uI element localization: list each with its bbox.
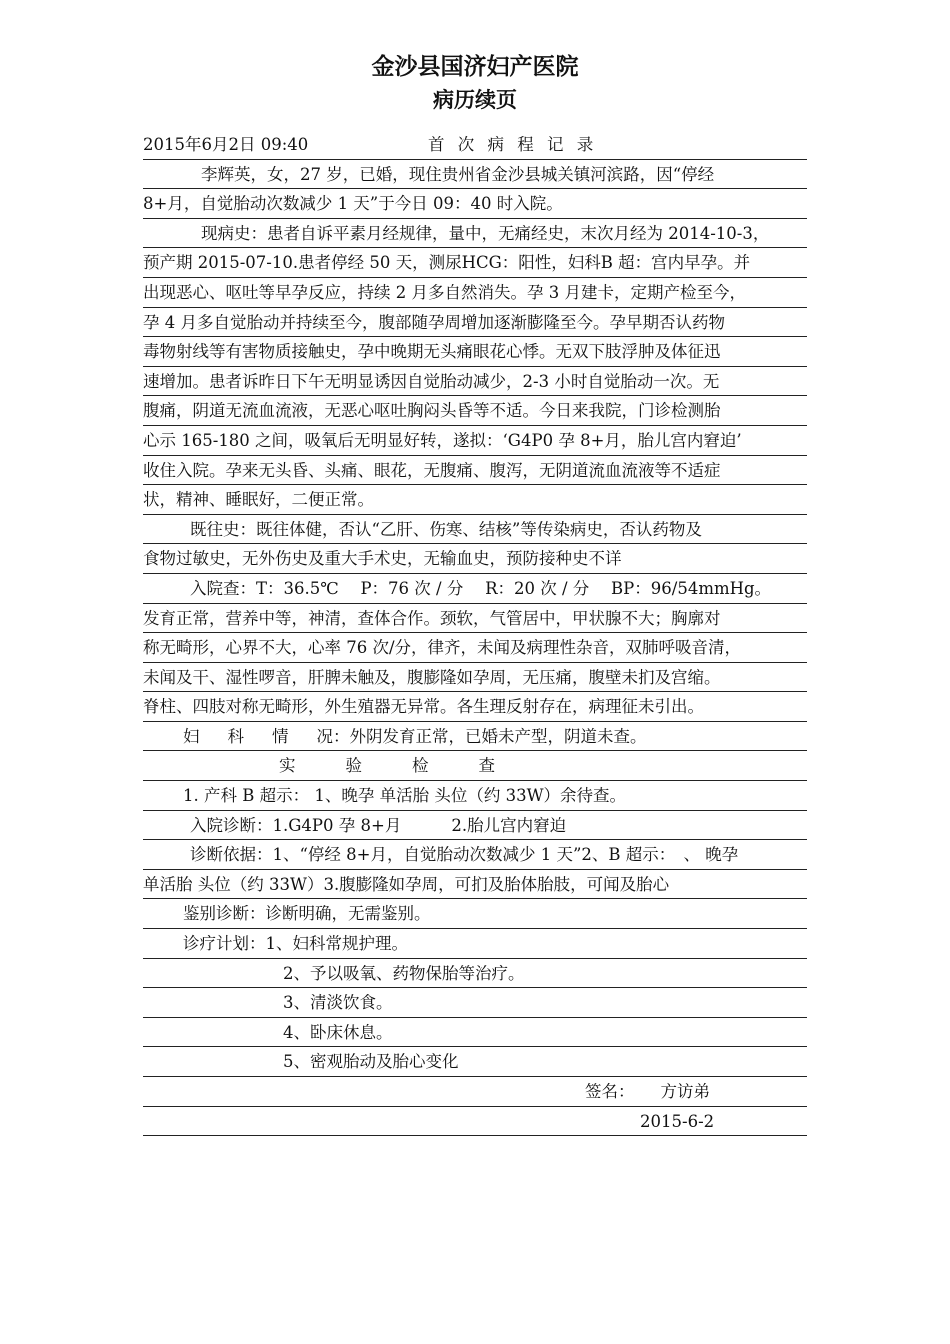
lab-label-char: 实	[279, 756, 296, 776]
lab-label-char: 验	[345, 756, 362, 776]
text-line: 收住入院。孕来无头昏、头痛、眼花，无腹痛、腹泻，无阴道流血流液等不适症	[143, 456, 807, 486]
text-line: 孕 4 月多自觉胎动并持续至今，腹部随孕周增加逐渐膨隆至今。孕早期否认药物	[143, 308, 807, 338]
medical-record	[143, 130, 807, 1136]
diagnosis-basis-line: 诊断依据：1、“停经 8+月，自觉胎动次数减少 1 天”2、B 超示： 、 晚孕	[143, 840, 807, 870]
signature-name: 方访弟	[660, 1082, 710, 1101]
gyn-line	[143, 722, 807, 752]
record-datetime: 2015年6月2日 09:40	[143, 135, 309, 154]
signature-date: 2015-6-2	[143, 1107, 807, 1137]
text-line: 李辉英，女，27 岁，已婚，现住贵州省金沙县城关镇河滨路，因“停经	[143, 160, 807, 190]
text-line: 出现恶心、呕吐等早孕反应，持续 2 月多自然消失。孕 3 月建卡，定期产检至今，	[143, 278, 807, 308]
gyn-label-char: 科	[227, 726, 244, 746]
text-line: 8+月，自觉胎动次数减少 1 天”于今日 09：40 时入院。	[143, 189, 807, 219]
text-line: 现病史：患者自诉平素月经规律，量中，无痛经史，末次月经为 2014-10-3，	[143, 219, 807, 249]
lab-heading	[143, 751, 807, 781]
lab-label-char: 检	[412, 756, 429, 776]
text-line: 发育正常，营养中等，神清，查体合作。颈软，气管居中，甲状腺不大；胸廓对	[143, 604, 807, 634]
text-line: 未闻及干、湿性啰音，肝脾未触及，腹膨隆如孕周，无压痛，腹壁未扪及宫缩。	[143, 663, 807, 693]
treatment-plan-head: 诊疗计划：1、妇科常规护理。	[143, 929, 807, 959]
gyn-label-char: 况：	[316, 726, 350, 746]
treatment-plan-item: 2、予以吸氧、药物保胎等治疗。	[143, 959, 807, 989]
text-line: 预产期 2015-07-10.患者停经 50 天，测尿HCG：阳性，妇科B 超：宫内早孕。并	[143, 248, 807, 278]
gyn-text: 外阴发育正常，已婚未产型，阴道未查。	[349, 726, 647, 746]
text-line: 速增加。患者诉昨日下午无明显诱因自觉胎动减少，2-3 小时自觉胎动一次。无	[143, 367, 807, 397]
record-header-line	[143, 130, 807, 160]
text-line: 心示 165-180 之间，吸氧后无明显好转，遂拟：‘G4P0 孕 8+月，胎儿宫内窘迫’	[143, 426, 807, 456]
treatment-plan-item: 5、密观胎动及胎心变化	[143, 1047, 807, 1077]
text-line: 食物过敏史，无外伤史及重大手术史，无输血史，预防接种史不详	[143, 544, 807, 574]
treatment-plan-item: 3、清淡饮食。	[143, 988, 807, 1018]
admission-diagnosis-1: 入院诊断：1.G4P0 孕 8+月	[190, 815, 402, 835]
document-subtitle: 病历续页	[433, 88, 517, 112]
record-heading: 首 次 病 程 记 录	[428, 135, 598, 154]
admission-diagnosis-2: 2.胎儿宫内窘迫	[451, 815, 567, 835]
text-line: 既往史：既往体健，否认“乙肝、伤寒、结核”等传染病史，否认药物及	[143, 515, 807, 545]
gyn-label-char: 妇	[183, 726, 200, 746]
vitals-line: 入院查：T：36.5℃ P：76 次 / 分 R：20 次 / 分 BP：96/54mmHg。	[143, 574, 807, 604]
diagnosis-basis-line: 单活胎 头位（约 33W）3.腹膨隆如孕周，可扪及胎体胎肢，可闻及胎心	[143, 870, 807, 900]
gyn-label-char: 情	[272, 726, 289, 746]
text-line: 毒物射线等有害物质接触史，孕中晚期无头痛眼花心悸。无双下肢浮肿及体征迅	[143, 337, 807, 367]
differential-diagnosis: 鉴别诊断：诊断明确，无需鉴别。	[143, 899, 807, 929]
signature-label: 签名：	[585, 1082, 635, 1101]
text-line: 称无畸形，心界不大，心率 76 次/分，律齐，未闻及病理性杂音，双肺呼吸音清，	[143, 633, 807, 663]
text-line: 状，精神、睡眠好，二便正常。	[143, 485, 807, 515]
signature-line	[143, 1077, 807, 1107]
treatment-plan-item: 4、卧床休息。	[143, 1018, 807, 1048]
text-line: 脊柱、四肢对称无畸形，外生殖器无异常。各生理反射存在，病理征未引出。	[143, 692, 807, 722]
text-line: 腹痛，阴道无流血流液，无恶心呕吐胸闷头昏等不适。今日来我院，门诊检测胎	[143, 396, 807, 426]
admission-diagnosis-line	[143, 811, 807, 841]
hospital-name: 金沙县国济妇产医院	[371, 54, 579, 80]
lab-label-char: 查	[478, 756, 495, 776]
lab-result-line: 1. 产科 B 超示： 1、晚孕 单活胎 头位（约 33W）余待查。	[143, 781, 807, 811]
